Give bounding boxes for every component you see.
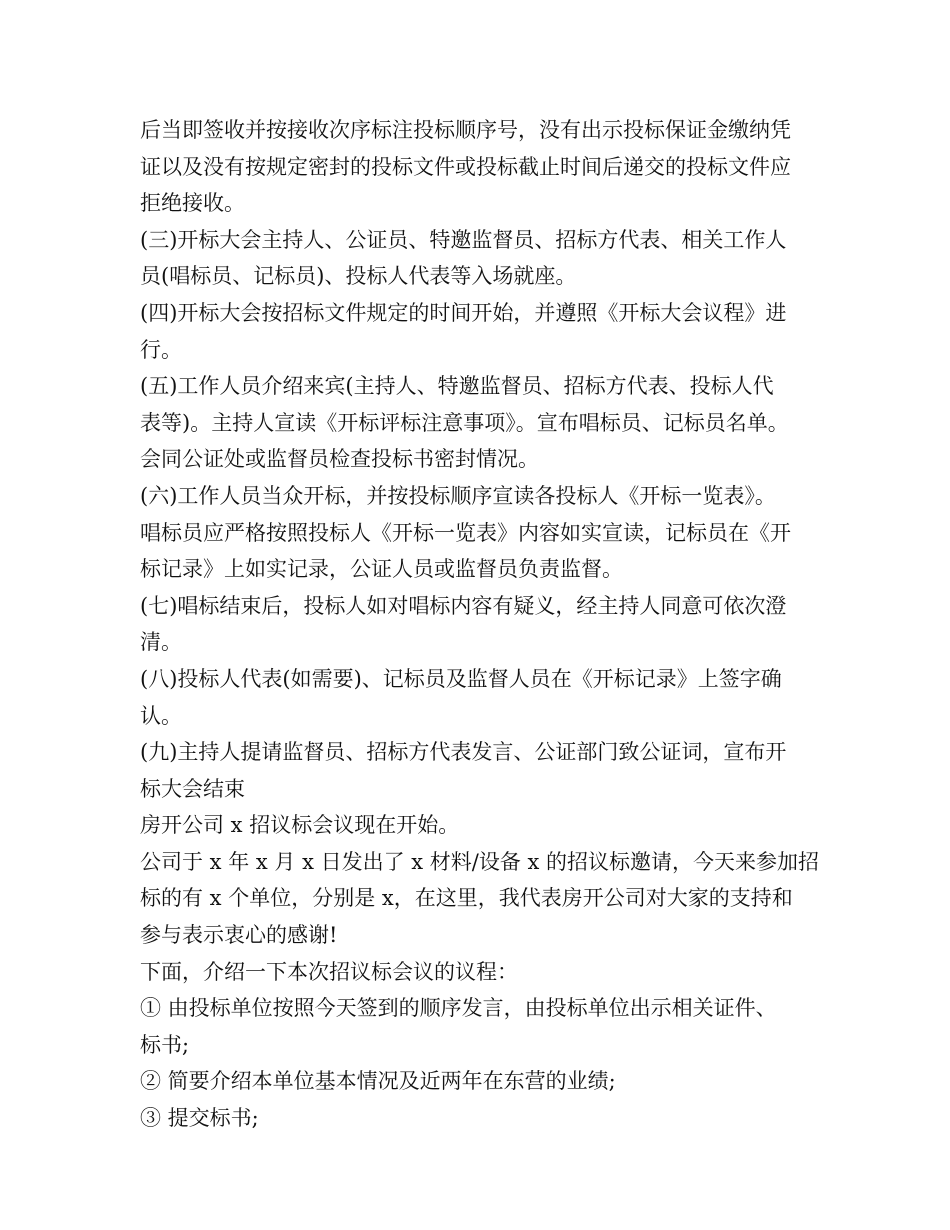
document-body <box>140 112 830 1137</box>
text-line: 公司于 x 年 x 月 x 日发出了 x 材料/设备 x 的招议标邀请，今天来参加招 <box>140 849 820 874</box>
text-line: (四)开标大会按招标文件规定的时间开始，并遵照《开标大会议程》进 <box>140 300 787 325</box>
text-line: (九)主持人提请监督员、招标方代表发言、公证部门致公证词，宣布开 <box>140 740 787 765</box>
text-line: 认。 <box>140 703 182 728</box>
text-line: ③ 提交标书; <box>140 1106 259 1131</box>
text-line: 行。 <box>140 337 182 362</box>
text-line: 参与表示衷心的感谢! <box>140 923 338 948</box>
text-line: (八)投标人代表(如需要)、记标员及监督人员在《开标记录》上签字确 <box>140 666 782 691</box>
text-line: (五)工作人员介绍来宾(主持人、特邀监督员、招标方代表、投标人代 <box>140 374 774 399</box>
text-line: 会同公证处或监督员检查投标书密封情况。 <box>140 447 539 472</box>
text-line: 房开公司 x 招议标会议现在开始。 <box>140 813 460 838</box>
text-line: 下面，介绍一下本次招议标会议的议程： <box>140 959 518 984</box>
text-line: 唱标员应严格按照投标人《开标一览表》内容如实宣读，记标员在《开 <box>140 520 791 545</box>
text-line: (三)开标大会主持人、公证员、特邀监督员、招标方代表、相关工作人 <box>140 227 787 252</box>
text-line: ② 简要介绍本单位基本情况及近两年在东营的业绩; <box>140 1069 616 1094</box>
text-line: 标大会结束 <box>140 776 245 801</box>
text-line: 拒绝接收。 <box>140 191 245 216</box>
text-line: 标记录》上如实记录，公证人员或监督员负责监督。 <box>140 557 623 582</box>
text-line: 后当即签收并按接收次序标注投标顺序号，没有出示投标保证金缴纳凭 <box>140 118 791 142</box>
text-line: (七)唱标结束后，投标人如对唱标内容有疑义，经主持人同意可依次澄 <box>140 593 787 618</box>
text-line: 表等)。主持人宣读《开标评标注意事项》。宣布唱标员、记标员名单。 <box>140 410 789 435</box>
text-line: (六)工作人员当众开标，并按投标顺序宣读各投标人《开标一览表》。 <box>140 483 776 508</box>
text-line: 标的有 x 个单位，分别是 x，在这里，我代表房开公司对大家的支持和 <box>140 886 793 911</box>
text-line: 证以及没有按规定密封的投标文件或投标截止时间后递交的投标文件应 <box>140 154 791 179</box>
text-line: 员(唱标员、记标员)、投标人代表等入场就座。 <box>140 264 577 289</box>
text-line: 清。 <box>140 630 182 655</box>
text-line: 标书; <box>140 1032 190 1057</box>
text-line: ① 由投标单位按照今天签到的顺序发言，由投标单位出示相关证件、 <box>140 996 777 1021</box>
